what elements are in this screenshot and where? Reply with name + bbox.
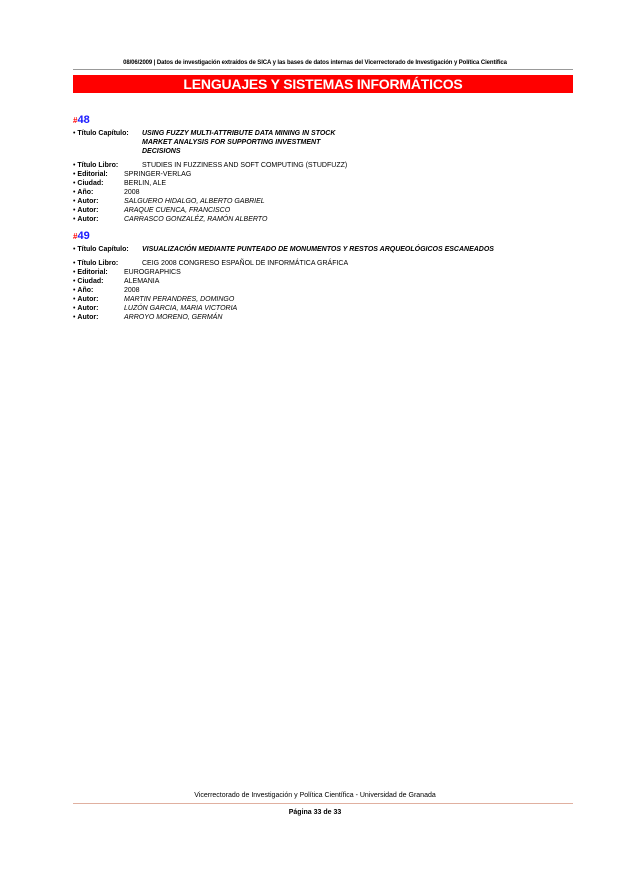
- author-label: • Autor:: [73, 207, 99, 214]
- author-row: [73, 295, 573, 304]
- author-label: • Autor:: [73, 314, 99, 321]
- author-label: • Autor:: [73, 296, 99, 303]
- publisher-row: [73, 268, 573, 277]
- book-title-value: STUDIES IN FUZZINESS AND SOFT COMPUTING (STUDFUZZ): [142, 162, 348, 169]
- chapter-title-row: [73, 129, 573, 156]
- publisher-label: • Editorial:: [73, 171, 108, 178]
- author-value: LUZÓN GARCIA, MARIA VICTORIA: [124, 305, 238, 312]
- year-value: 2008: [124, 189, 140, 196]
- publisher-value: SPRINGER-VERLAG: [124, 171, 192, 178]
- chapter-title-row: [73, 245, 573, 254]
- author-value: SALGUERO HIDALGO, ALBERTO GABRIEL: [124, 198, 265, 205]
- publisher-value: EUROGRAPHICS: [124, 269, 181, 276]
- book-title-row: [73, 259, 573, 268]
- record-number: [73, 230, 573, 243]
- publisher-row: [73, 170, 573, 179]
- year-value: 2008: [124, 287, 140, 294]
- footer-divider: [73, 803, 573, 804]
- city-row: [73, 179, 573, 188]
- year-row: [73, 188, 573, 197]
- hash-mark: #: [73, 116, 78, 125]
- chapter-title-value: VISUALIZACIÓN MEDIANTE PUNTEADO DE MONUMENTOS Y RESTOS ARQUEOLÓGICOS ESCANEADOS: [142, 246, 494, 253]
- publisher-label: • Editorial:: [73, 269, 108, 276]
- city-label: • Ciudad:: [73, 278, 104, 285]
- book-title-value: CEIG 2008 CONGRESO ESPAÑOL DE INFORMÁTICA GRÁFICA: [142, 260, 349, 267]
- record-number: [73, 114, 573, 127]
- record-number-value: 49: [77, 230, 90, 242]
- hash-mark: #: [73, 232, 78, 241]
- author-row: [73, 197, 573, 206]
- city-row: [73, 277, 573, 286]
- book-title-label: • Título Libro:: [73, 260, 119, 267]
- record-49: [73, 230, 573, 322]
- city-label: • Ciudad:: [73, 180, 104, 187]
- author-value: ARAQUE CUENCA, FRANCISCO: [124, 207, 231, 214]
- book-title-row: [73, 161, 573, 170]
- year-label: • Año:: [73, 287, 94, 294]
- author-label: • Autor:: [73, 305, 99, 312]
- author-value: MARTIN PERANDRES, DOMINGO: [124, 296, 235, 303]
- author-value: CARRASCO GONZALÉZ, RAMÓN ALBERTO: [124, 216, 268, 223]
- author-row: [73, 313, 573, 322]
- author-row: [73, 206, 573, 215]
- section-banner: LENGUAJES Y SISTEMAS INFORMÁTICOS: [73, 75, 573, 93]
- chapter-title-label: • Título Capítulo:: [73, 130, 129, 137]
- chapter-title-value: USING FUZZY MULTI-ATTRIBUTE DATA MINING IN STOCK MARKET ANALYSIS FOR SUPPORTING INVESTMENT DECISIONS: [142, 130, 336, 155]
- year-row: [73, 286, 573, 295]
- chapter-title-label: • Título Capítulo:: [73, 246, 129, 253]
- author-label: • Autor:: [73, 198, 99, 205]
- record-48: [73, 114, 573, 224]
- book-title-label: • Título Libro:: [73, 162, 119, 169]
- footer-institution: Vicerrectorado de Investigación y Política Científica - Universidad de Granada: [194, 792, 436, 799]
- header-divider: [73, 69, 573, 70]
- author-row: [73, 215, 573, 224]
- page-header: 08/06/2009 | Datos de investigación extraídos de SICA y las bases de datos internas del Vicerrectorado de Investigación y Política Científica: [123, 60, 507, 66]
- city-value: BERLIN, ALE: [124, 180, 167, 187]
- record-number-value: 48: [77, 114, 90, 126]
- author-value: ARROYO MORENO, GERMÁN: [124, 314, 223, 321]
- author-label: • Autor:: [73, 216, 99, 223]
- city-value: ALEMANIA: [124, 278, 160, 285]
- year-label: • Año:: [73, 189, 94, 196]
- author-row: [73, 304, 573, 313]
- page-number: Página 33 de 33: [288, 809, 342, 816]
